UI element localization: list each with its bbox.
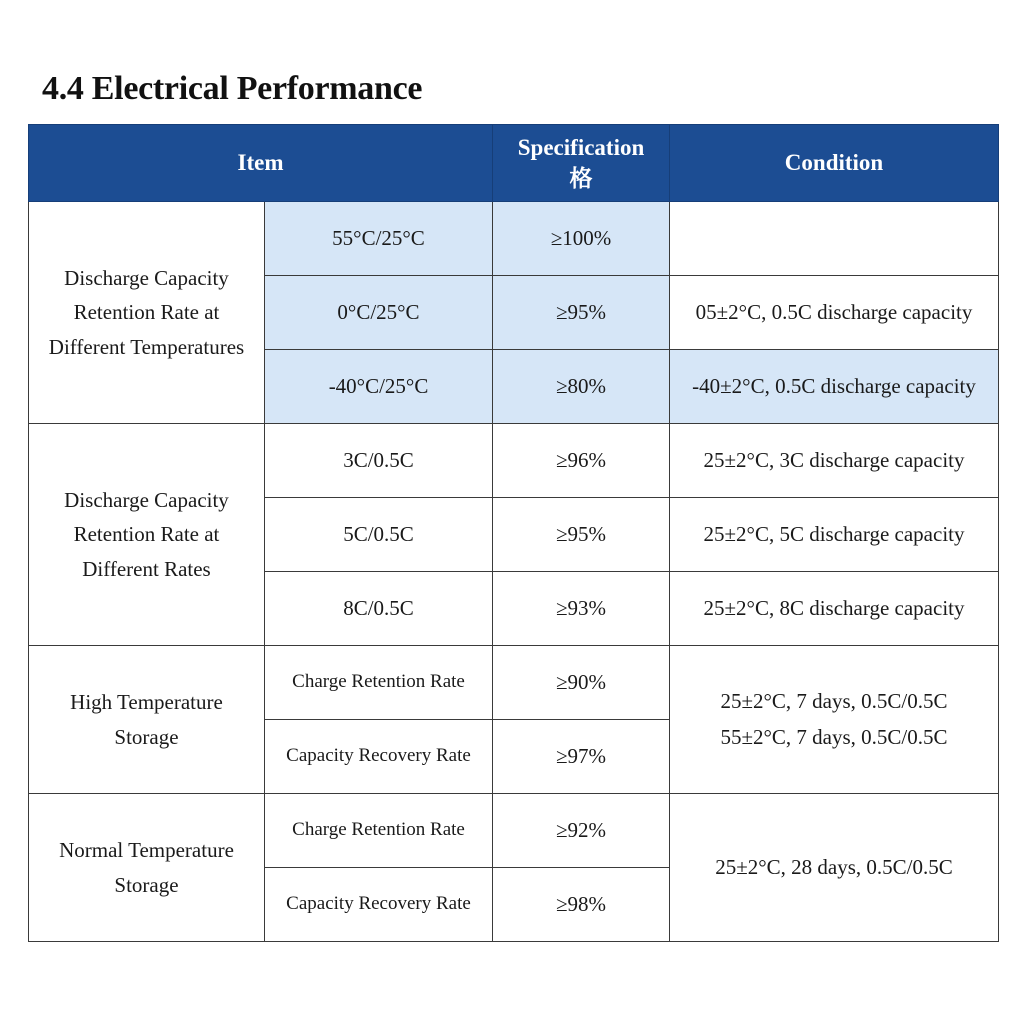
- spec-cell: ≥95%: [493, 276, 670, 350]
- spec-cell: ≥98%: [493, 868, 670, 942]
- item-cell: 8C/0.5C: [265, 572, 493, 646]
- group-label-line: Discharge Capacity: [64, 265, 229, 290]
- spec-cell: ≥92%: [493, 794, 670, 868]
- item-cell: Capacity Recovery Rate: [265, 868, 493, 942]
- group-label-normal-temp-storage: [29, 794, 265, 942]
- item-cell: Charge Retention Rate: [265, 794, 493, 868]
- item-cell: 3C/0.5C: [265, 424, 493, 498]
- spec-cell: ≥90%: [493, 646, 670, 720]
- spec-cell: ≥100%: [493, 202, 670, 276]
- condition-cell: 25±2°C, 8C discharge capacity: [670, 572, 999, 646]
- spec-cell: ≥95%: [493, 498, 670, 572]
- item-cell: -40°C/25°C: [265, 350, 493, 424]
- group-label-line: Normal Temperature: [59, 837, 234, 862]
- group-label-line: Retention Rate at: [73, 522, 220, 547]
- condition-cell: 05±2°C, 0.5C discharge capacity: [670, 276, 999, 350]
- condition-cell: 25±2°C, 5C discharge capacity: [670, 498, 999, 572]
- table-row: [29, 794, 999, 868]
- spec-cell: ≥93%: [493, 572, 670, 646]
- group-label-line: Different Temperatures: [48, 334, 245, 359]
- group-label-line: Discharge Capacity: [64, 487, 229, 512]
- item-cell: 5C/0.5C: [265, 498, 493, 572]
- condition-cell-merged: [670, 646, 999, 794]
- spec-cell: ≥96%: [493, 424, 670, 498]
- group-label-line: High Temperature: [70, 689, 223, 714]
- electrical-performance-table: [28, 124, 999, 942]
- table-row: [29, 646, 999, 720]
- condition-cell: 25±2°C, 3C discharge capacity: [670, 424, 999, 498]
- header-specification: [493, 125, 670, 202]
- item-cell: 55°C/25°C: [265, 202, 493, 276]
- section-title: 4.4 Electrical Performance: [42, 70, 423, 107]
- condition-cell-merged: [670, 794, 999, 942]
- header-condition: Condition: [670, 125, 999, 202]
- spec-cell: ≥80%: [493, 350, 670, 424]
- header-row: [29, 125, 999, 202]
- condition-line: 25±2°C, 28 days, 0.5C/0.5C: [715, 854, 953, 879]
- header-spec-line1: Specification: [517, 134, 645, 160]
- header-spec-line2: 格: [569, 166, 593, 191]
- table-row: [29, 424, 999, 498]
- group-label-rates: [29, 424, 265, 646]
- spec-cell: ≥97%: [493, 720, 670, 794]
- item-cell: Capacity Recovery Rate: [265, 720, 493, 794]
- header-item: Item: [29, 125, 493, 202]
- group-label-line: Different Rates: [82, 556, 211, 581]
- group-label-line: Storage: [114, 872, 179, 897]
- group-label-line: Storage: [114, 724, 179, 749]
- group-label-temperatures: [29, 202, 265, 424]
- item-cell: Charge Retention Rate: [265, 646, 493, 720]
- condition-cell: -40±2°C, 0.5C discharge capacity: [670, 350, 999, 424]
- condition-cell: [670, 202, 999, 276]
- table-row: [29, 202, 999, 276]
- group-label-line: Retention Rate at: [73, 300, 220, 325]
- item-cell: 0°C/25°C: [265, 276, 493, 350]
- condition-line: 55±2°C, 7 days, 0.5C/0.5C: [720, 724, 948, 749]
- condition-line: 25±2°C, 7 days, 0.5C/0.5C: [720, 688, 948, 713]
- group-label-high-temp-storage: [29, 646, 265, 794]
